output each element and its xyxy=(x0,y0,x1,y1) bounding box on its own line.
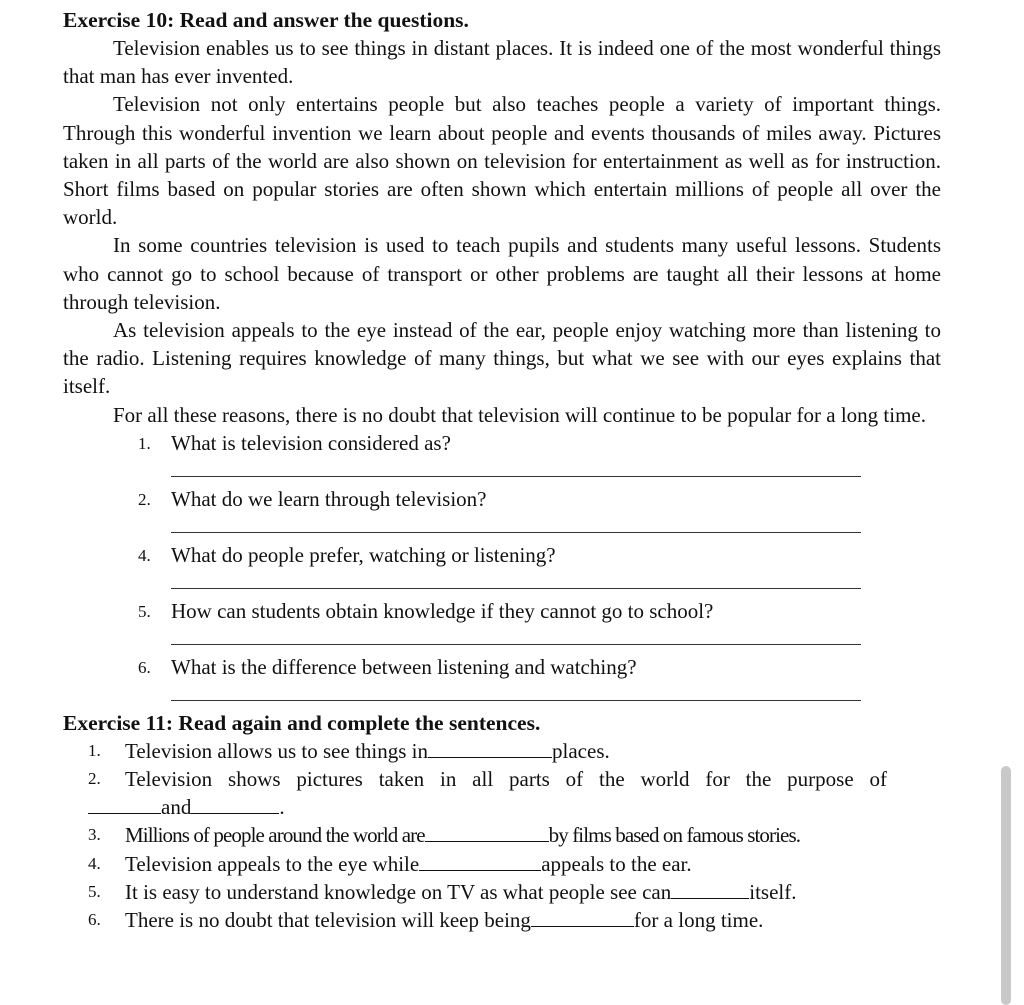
question-number: 1. xyxy=(138,433,151,453)
answer-line[interactable] xyxy=(171,588,861,589)
sentence-end: by films based on famous stories. xyxy=(548,823,801,848)
sentence-end: . xyxy=(279,795,285,820)
scrollbar-thumb[interactable] xyxy=(1001,766,1011,1005)
sentence-number: 1. xyxy=(88,740,101,760)
sentence-start: Television appeals to the eye while xyxy=(125,851,420,876)
sentence-number: 6. xyxy=(88,909,101,929)
question-text: What do we learn through television? xyxy=(171,486,487,511)
sentence-end: appeals to the ear. xyxy=(541,851,692,876)
sentence-start: It is easy to understand knowledge on TV as what people see can xyxy=(125,879,672,904)
reading-paragraph-1: Television enables us to see things in distant places. It is indeed one of the most wonderful things that man has ever invented. xyxy=(63,36,941,89)
answer-line[interactable] xyxy=(171,476,861,477)
question-list xyxy=(63,429,941,709)
question-item xyxy=(63,485,941,541)
question-text: How can students obtain knowledge if they cannot go to school? xyxy=(171,598,714,623)
reading-paragraph-4: As television appeals to the eye instead of the ear, people enjoy watching more than listening to the radio. Listening requires knowledge of many things, but what we see with our eyes explains that itself. xyxy=(63,318,941,399)
fill-blank[interactable] xyxy=(425,823,549,842)
sentence-middle: and xyxy=(161,795,192,820)
reading-paragraph-2: Television not only entertains people but also teaches people a variety of important things. Through this wonderful invention we learn about people and events thousands of miles away. Pictures taken in all parts of the world are also shown on television for entertainment as well as for instruction. Short films based on popular stories are often shown which entertain millions of people all over the world. xyxy=(63,92,941,230)
sentence-text: Television shows pictures taken in all parts of the world for the purpose of xyxy=(125,767,887,792)
question-text: What is television considered as? xyxy=(171,430,451,455)
sentence-number: 2. xyxy=(88,769,101,789)
fill-blank[interactable] xyxy=(191,795,279,814)
question-text: What is the difference between listening and watching? xyxy=(171,654,637,679)
question-text: What do people prefer, watching or listening? xyxy=(171,542,556,567)
sentence-start: Television allows us to see things in xyxy=(125,738,429,763)
question-item xyxy=(63,597,941,653)
sentence-text xyxy=(125,850,692,878)
fill-blank[interactable] xyxy=(531,908,634,927)
question-number: 6. xyxy=(138,657,151,677)
fill-blank[interactable] xyxy=(428,739,552,758)
sentence-text xyxy=(125,821,800,849)
sentence-number: 3. xyxy=(88,825,101,845)
sentence-end: itself. xyxy=(749,879,797,904)
worksheet-page xyxy=(63,6,941,934)
sentence-number: 4. xyxy=(88,853,101,873)
sentence-start: There is no doubt that television will keep being xyxy=(125,907,531,932)
sentence-item xyxy=(63,765,941,793)
exercise-11-title: Exercise 11: Read again and complete the sentences. xyxy=(63,710,541,735)
exercise-11-section xyxy=(63,709,941,934)
question-item xyxy=(63,653,941,709)
question-number: 5. xyxy=(138,601,151,621)
question-item xyxy=(63,429,941,485)
sentence-start: Millions of people around the world are xyxy=(125,823,425,848)
sentence-end: for a long time. xyxy=(633,907,764,932)
answer-line[interactable] xyxy=(171,700,861,701)
answer-line[interactable] xyxy=(171,532,861,533)
sentence-text xyxy=(125,737,610,765)
sentence-text xyxy=(125,878,797,906)
reading-paragraph-3: In some countries television is used to teach pupils and students many useful lessons. Students who cannot go to school because of transport or other problems are taught all their lessons at home through television. xyxy=(63,233,941,314)
fill-blank[interactable] xyxy=(671,880,749,899)
sentence-item xyxy=(63,906,941,934)
sentence-end: places. xyxy=(552,738,610,763)
sentence-item xyxy=(63,737,941,765)
sentence-number: 5. xyxy=(88,881,101,901)
sentence-continuation xyxy=(63,793,941,821)
answer-line[interactable] xyxy=(171,644,861,645)
sentence-item xyxy=(63,850,941,878)
question-number: 4. xyxy=(138,545,151,565)
sentence-text xyxy=(125,906,763,934)
exercise-10-title: Exercise 10: Read and answer the questions. xyxy=(63,8,469,32)
question-number: 2. xyxy=(138,489,151,509)
reading-paragraph-5: For all these reasons, there is no doubt that television will continue to be popular for a long time. xyxy=(113,402,926,427)
fill-blank[interactable] xyxy=(419,852,541,871)
fill-blank[interactable] xyxy=(88,795,161,814)
sentence-item xyxy=(63,821,941,849)
question-item xyxy=(63,541,941,597)
sentence-item xyxy=(63,878,941,906)
